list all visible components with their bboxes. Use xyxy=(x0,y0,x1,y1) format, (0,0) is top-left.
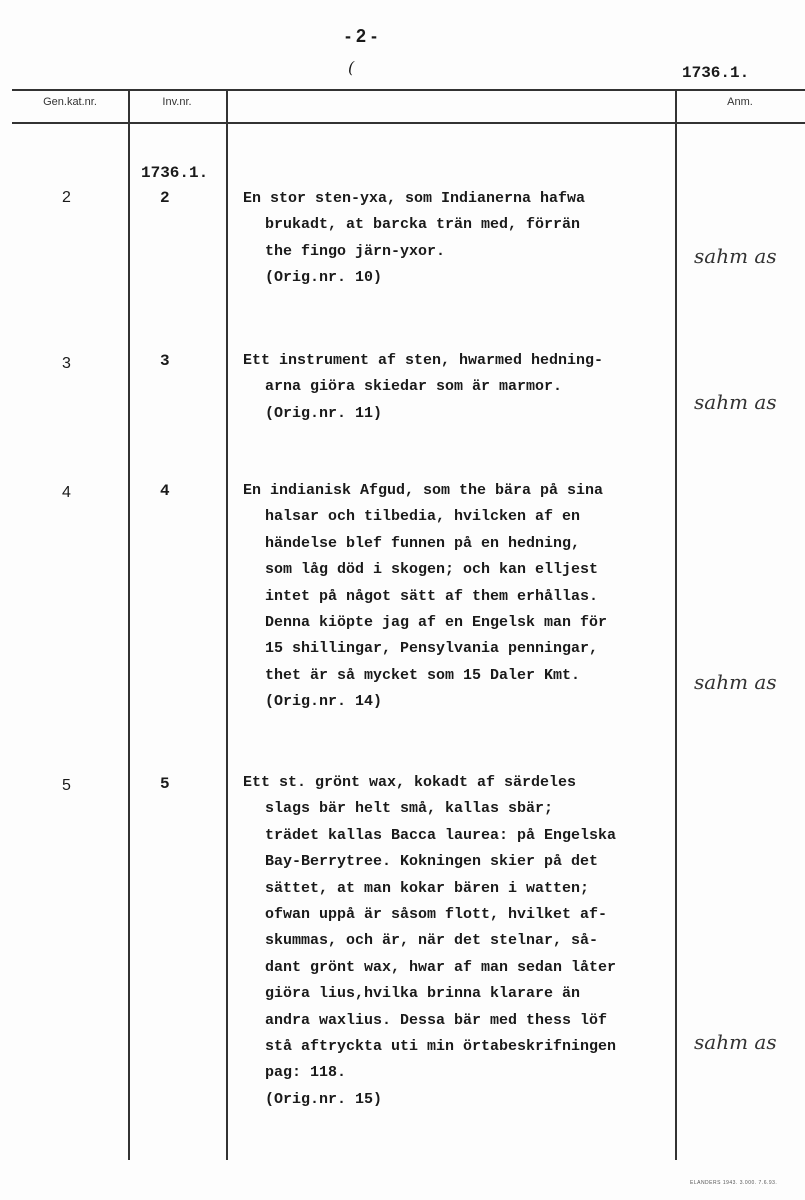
entry-description xyxy=(243,478,683,716)
text-line: Denna kiöpte jag af en Engelsk man för xyxy=(265,614,608,632)
text-line: trädet kallas Bacca laurea: på Engelska xyxy=(265,826,617,844)
gen-kat-nr: 4 xyxy=(62,484,71,501)
handwritten-note: sahm as xyxy=(694,390,777,414)
text-line: arna giöra skiedar som är marmor. xyxy=(265,378,563,396)
header-bottom-rule xyxy=(12,122,805,124)
handwritten-note: sahm as xyxy=(694,670,777,694)
gen-kat-nr: 2 xyxy=(62,189,71,206)
text-line: brukadt, at barcka trän med, förrän xyxy=(265,216,581,234)
entry-description xyxy=(243,186,683,292)
text-line: slags bär helt små, kallas sbär; xyxy=(265,800,554,818)
text-line: sättet, at man kokar bären i watten; xyxy=(265,879,590,897)
inv-nr: 4 xyxy=(160,482,170,500)
text-line: Ett instrument af sten, hwarmed hedning- xyxy=(243,352,604,369)
header-gen-kat-nr: Gen.kat.nr. xyxy=(43,96,97,108)
column-divider xyxy=(226,90,228,1160)
printer-mark: ELANDERS 1943. 3.000. 7.6.93. xyxy=(690,1180,778,1186)
page-number: - 2 - xyxy=(345,26,378,46)
gen-kat-nr: 3 xyxy=(62,355,71,372)
text-line: the fingo järn-yxor. xyxy=(265,242,446,260)
text-line: Bay-Berrytree. Kokningen skier på det xyxy=(265,853,599,871)
text-line: skummas, och är, när det stelnar, så- xyxy=(265,932,599,950)
header-anm: Anm. xyxy=(727,96,753,108)
text-line: halsar och tilbedia, hvilcken af en xyxy=(265,508,581,526)
handwritten-note: sahm as xyxy=(694,244,777,268)
text-line: pag: 118. xyxy=(265,1064,347,1082)
text-line: dant grönt wax, hwar af man sedan låter xyxy=(265,958,617,976)
handwritten-note: sahm as xyxy=(694,1030,777,1054)
text-line: stå aftryckta uti min örtabeskrifningen xyxy=(265,1038,617,1056)
pencil-mark: ( xyxy=(348,58,355,77)
inv-nr: 2 xyxy=(160,189,170,207)
catalog-reference: 1736.1. xyxy=(682,64,750,82)
column-divider xyxy=(128,90,130,1160)
text-line: 15 shillingar, Pensylvania penningar, xyxy=(265,640,599,658)
text-line: (Orig.nr. 14) xyxy=(265,693,383,711)
inv-nr: 3 xyxy=(160,352,170,370)
entry-description xyxy=(243,348,683,427)
text-line: (Orig.nr. 15) xyxy=(265,1090,383,1108)
gen-kat-nr: 5 xyxy=(62,777,71,794)
text-line: thet är så mycket som 15 Daler Kmt. xyxy=(265,666,581,684)
text-line: andra waxlius. Dessa bär med thess löf xyxy=(265,1011,608,1029)
text-line: En stor sten-yxa, som Indianerna hafwa xyxy=(243,190,586,207)
text-line: händelse blef funnen på en hedning, xyxy=(265,534,581,552)
header-inv-nr: Inv.nr. xyxy=(162,96,192,108)
text-line: Ett st. grönt wax, kokadt af särdeles xyxy=(243,774,577,791)
text-line: intet på något sätt af them erhållas. xyxy=(265,587,599,605)
text-line: (Orig.nr. 11) xyxy=(265,404,383,422)
text-line: som låg död i skogen; och kan elljest xyxy=(265,561,599,579)
text-line: (Orig.nr. 10) xyxy=(265,269,383,287)
text-line: giöra lius,hvilka brinna klarare än xyxy=(265,985,581,1003)
table-top-rule xyxy=(12,89,805,91)
text-line: ofwan uppå är såsom flott, hvilket af- xyxy=(265,906,608,924)
text-line: En indianisk Afgud, som the bära på sina xyxy=(243,482,604,499)
entry-description xyxy=(243,770,683,1113)
inv-nr: 5 xyxy=(160,775,170,793)
inv-prefix: 1736.1. xyxy=(141,164,209,182)
